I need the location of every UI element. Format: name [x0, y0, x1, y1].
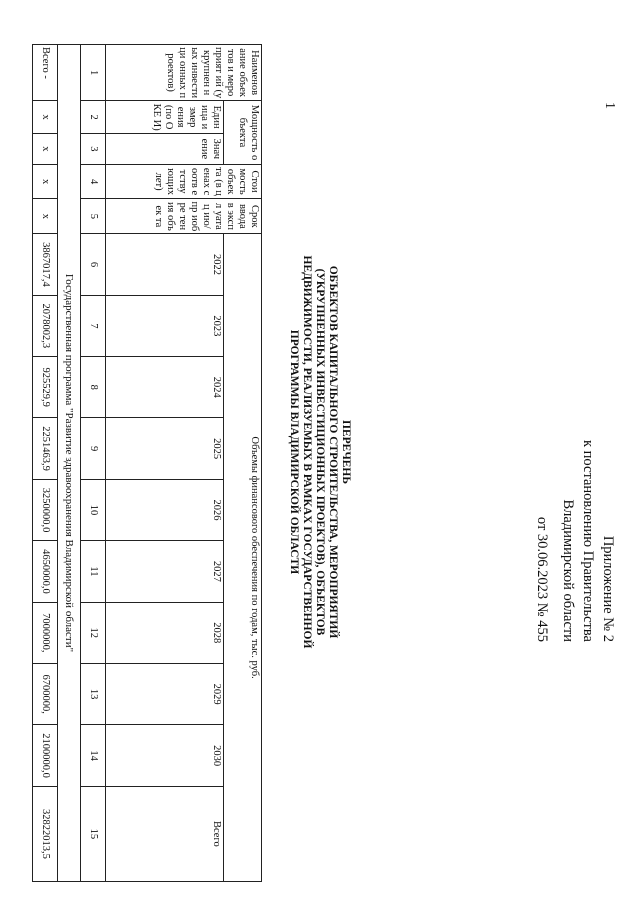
- column-number: 4: [81, 164, 106, 199]
- column-number: 2: [81, 101, 106, 134]
- header-capacity-value: Знач ение: [106, 134, 224, 165]
- year-header: 2025: [106, 418, 224, 479]
- year-header: 2022: [106, 234, 224, 295]
- approval-line-3: Владимирской области: [560, 499, 576, 642]
- column-number: 10: [81, 479, 106, 540]
- approval-line-2: к постановлению Правительства: [580, 440, 596, 642]
- total-cell: х: [33, 134, 58, 165]
- total-label: Всего -: [33, 45, 58, 101]
- title-line-1: ПЕРЕЧЕНЬ: [340, 420, 352, 484]
- column-number: 8: [81, 357, 106, 418]
- total-cell: 6700000,: [33, 663, 58, 724]
- column-number: 5: [81, 199, 106, 234]
- column-number: 11: [81, 541, 106, 602]
- column-number: 9: [81, 418, 106, 479]
- total-cell: х: [33, 199, 58, 234]
- header-funding: Объемы финансового обеспечения по годам, тыс. руб.: [224, 234, 262, 882]
- header-name: Наименов ание объектов и мероприят ий (укрупнен ных инвестици онных проектов): [106, 45, 262, 101]
- total-cell: х: [33, 101, 58, 134]
- column-number: 15: [81, 786, 106, 881]
- header-deadline: Срок ввода в экспл уатац ию/пр иобре тения объек та: [106, 199, 262, 234]
- header-capacity: Мощность объекта: [224, 101, 262, 164]
- year-header: 2030: [106, 725, 224, 786]
- header-cost: Стои мость объек та (в ценах соотв етству ющих лет): [106, 164, 262, 199]
- year-header: 2024: [106, 357, 224, 418]
- column-number: 13: [81, 663, 106, 724]
- title-line-3: (УКРУПНЕННЫХ ИНВЕСТИЦИОННЫХ ПРОЕКТОВ), ОБЪЕКТОВ: [314, 268, 326, 636]
- title-line-2: ОБЪЕКТОВ КАПИТАЛЬНОГО СТРОИТЕЛЬСТВА, МЕРОПРИЯТИЙ: [327, 265, 339, 639]
- total-cell: 2251463,9: [33, 418, 58, 479]
- approval-line-1: Приложение № 2: [600, 535, 616, 642]
- total-cell: 2100000,0: [33, 725, 58, 786]
- year-header-total: Всего: [106, 786, 224, 881]
- total-cell: 925529,9: [33, 357, 58, 418]
- page-number: 1: [602, 102, 617, 109]
- header-capacity-unit: Един ица измер ения (по ОКЕ И): [106, 101, 224, 134]
- total-cell: 3250000,0: [33, 479, 58, 540]
- year-header: 2027: [106, 541, 224, 602]
- column-number: 6: [81, 234, 106, 295]
- column-number: 1: [81, 45, 106, 101]
- column-number: 3: [81, 134, 106, 165]
- title-line-5: ПРОГРАММЫ ВЛАДИМИРСКОЙ ОБЛАСТИ: [288, 329, 300, 575]
- total-cell: 2078002,3: [33, 295, 58, 356]
- year-header: 2029: [106, 663, 224, 724]
- total-cell: 4650000,0: [33, 541, 58, 602]
- approval-line-4: от 30.06.2023 № 455: [534, 516, 550, 642]
- column-number: 14: [81, 725, 106, 786]
- total-cell: 7000000,: [33, 602, 58, 663]
- landscape-page: [22, 22, 617, 882]
- objects-table: [32, 44, 262, 882]
- column-number: 12: [81, 602, 106, 663]
- total-cell: 32822013,5: [33, 786, 58, 881]
- document-title: [287, 122, 352, 782]
- program-row: Государственная программа "Развитие здравоохранения Владимирской области": [58, 45, 81, 882]
- total-cell: 3867017,4: [33, 234, 58, 295]
- title-line-4: НЕДВИЖИМОСТИ, РЕАЛИЗУЕМЫХ В РАМКАХ ГОСУДАРСТВЕННОЙ: [301, 255, 313, 649]
- year-header: 2023: [106, 295, 224, 356]
- year-header: 2028: [106, 602, 224, 663]
- total-cell: х: [33, 164, 58, 199]
- year-header: 2026: [106, 479, 224, 540]
- column-number: 7: [81, 295, 106, 356]
